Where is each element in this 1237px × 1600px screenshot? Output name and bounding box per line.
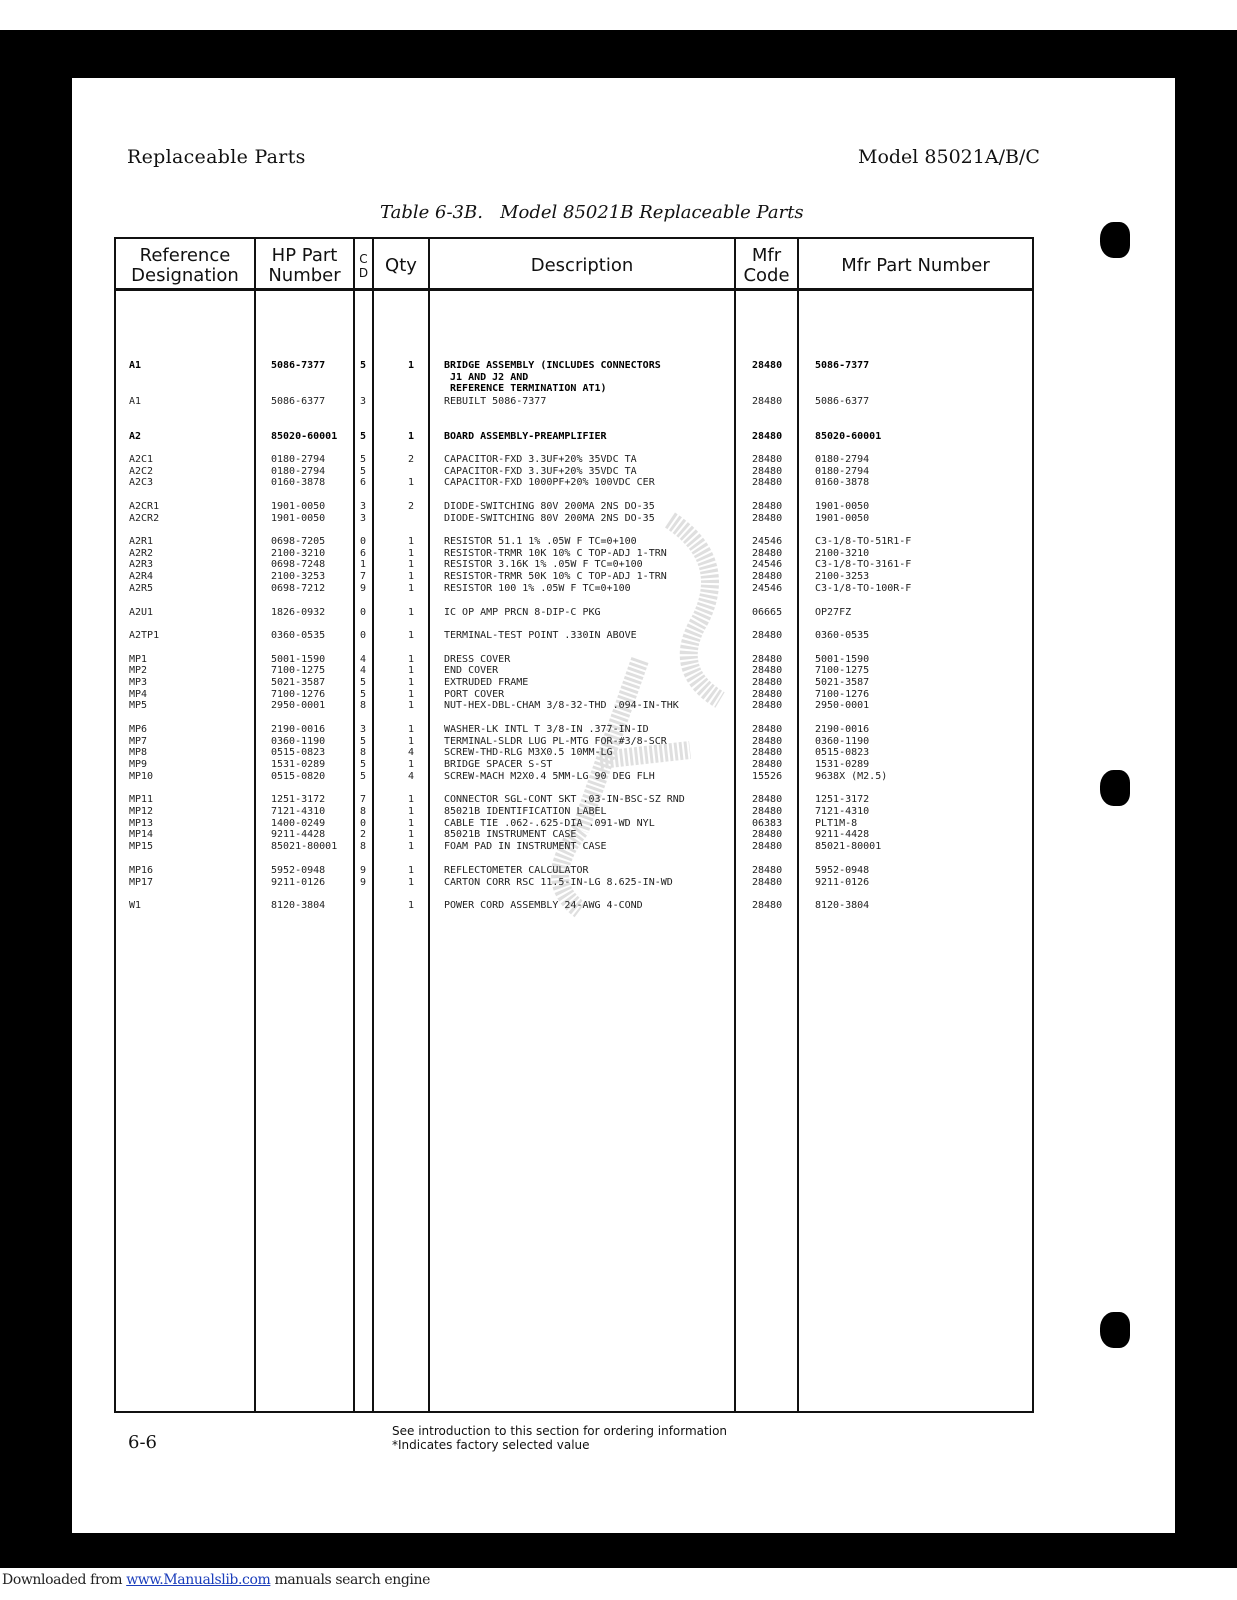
column-divider	[797, 237, 799, 1413]
footer-note: See introduction to this section for ordering information *Indicates factory selected value	[392, 1424, 728, 1452]
download-suffix: manuals search engine	[270, 1572, 431, 1588]
mfr-part-cell: 2100-3253	[815, 571, 870, 582]
description-cell: CARTON CORR RSC 11.5-IN-LG 8.625-IN-WD	[444, 877, 673, 888]
qty-cell: 1	[408, 536, 415, 547]
qty-cell: 1	[408, 841, 415, 852]
mfr-code-cell: 28480	[752, 630, 783, 641]
hp-part-cell: 5086-6377	[271, 396, 326, 407]
description-cell: BRIDGE ASSEMBLY (INCLUDES CONNECTORS J1 AND J2 AND REFERENCE TERMINATION AT1)	[444, 360, 661, 395]
mfr-part-cell: 7100-1276	[815, 689, 870, 700]
ref-cell: A2R2	[129, 548, 154, 559]
table-caption: Table 6-3B. Model 85021B Replaceable Parts	[380, 202, 804, 223]
hp-part-cell: 9211-4428	[271, 829, 326, 840]
hp-part-cell: 1901-0050	[271, 501, 326, 512]
hp-part-cell: 0515-0823	[271, 747, 326, 758]
ref-cell: MP3	[129, 677, 148, 688]
mfr-part-cell: 9211-0126	[815, 877, 870, 888]
col-header-mfr-code: Mfr Code	[743, 245, 790, 286]
qty-cell: 1	[408, 900, 415, 911]
cd-cell: 4	[360, 665, 367, 676]
mfr-code-cell: 28480	[752, 736, 783, 747]
hp-part-cell: 85021-80001	[271, 841, 338, 852]
qty-cell: 2	[408, 501, 415, 512]
hp-part-cell: 0698-7205	[271, 536, 326, 547]
description-cell: 85021B IDENTIFICATION LABEL	[444, 806, 607, 817]
description-cell: SCREW-THD-RLG M3X0.5 10MM-LG	[444, 747, 613, 758]
ref-cell: MP17	[129, 877, 154, 888]
description-cell: DIODE-SWITCHING 80V 200MA 2NS DO-35	[444, 513, 655, 524]
mfr-part-cell: OP27FZ	[815, 607, 852, 618]
hp-part-cell: 0698-7212	[271, 583, 326, 594]
hp-part-cell: 2190-0016	[271, 724, 326, 735]
mfr-code-cell: 28480	[752, 689, 783, 700]
hp-part-cell: 1531-0289	[271, 759, 326, 770]
hp-part-cell: 5086-7377	[271, 360, 326, 371]
qty-cell: 1	[408, 431, 415, 442]
description-cell: DRESS COVER	[444, 654, 511, 665]
description-cell: WASHER-LK INTL T 3/8-IN .377-IN-ID	[444, 724, 649, 735]
mfr-code-cell: 28480	[752, 841, 783, 852]
qty-cell: 1	[408, 700, 415, 711]
ref-cell: A2R4	[129, 571, 154, 582]
mfr-part-cell: 1531-0289	[815, 759, 870, 770]
mfr-code-cell: 28480	[752, 360, 783, 371]
qty-cell: 1	[408, 630, 415, 641]
mfr-code-cell: 24546	[752, 583, 783, 594]
cd-cell: 0	[360, 630, 367, 641]
cd-cell: 5	[360, 466, 367, 477]
hp-part-cell: 85020-60001	[271, 431, 338, 442]
cd-cell: 5	[360, 677, 367, 688]
hp-part-cell: 5021-3587	[271, 677, 326, 688]
mfr-part-cell: 0180-2794	[815, 454, 870, 465]
cd-cell: 5	[360, 759, 367, 770]
description-cell: TERMINAL-SLDR LUG PL-MTG FOR-#3/8-SCR	[444, 736, 667, 747]
cd-cell: 9	[360, 583, 367, 594]
hp-part-cell: 8120-3804	[271, 900, 326, 911]
qty-cell: 1	[408, 759, 415, 770]
ref-cell: A2	[129, 431, 142, 442]
description-cell: BOARD ASSEMBLY-PREAMPLIFIER	[444, 431, 607, 442]
header-separator	[114, 288, 1034, 291]
mfr-code-cell: 28480	[752, 865, 783, 876]
qty-cell: 1	[408, 548, 415, 559]
hp-part-cell: 7100-1275	[271, 665, 326, 676]
mfr-code-cell: 28480	[752, 477, 783, 488]
col-header-reference: Reference Designation	[131, 245, 239, 286]
download-prefix: Downloaded from	[2, 1572, 127, 1588]
ref-cell: MP5	[129, 700, 148, 711]
mfr-part-cell: C3-1/8-TO-100R-F	[815, 583, 912, 594]
ref-cell: MP12	[129, 806, 154, 817]
mfr-code-cell: 28480	[752, 677, 783, 688]
column-divider	[254, 237, 256, 1413]
mfr-code-cell: 28480	[752, 794, 783, 805]
qty-cell: 1	[408, 477, 415, 488]
mfr-part-cell: 1251-3172	[815, 794, 870, 805]
cd-cell: 7	[360, 571, 367, 582]
mfr-code-cell: 28480	[752, 747, 783, 758]
mfr-code-cell: 06665	[752, 607, 783, 618]
cd-cell: 3	[360, 396, 367, 407]
mfr-part-cell: 7100-1275	[815, 665, 870, 676]
qty-cell: 1	[408, 689, 415, 700]
binder-hole	[1100, 222, 1130, 258]
col-header-qty: Qty	[385, 255, 417, 276]
mfr-code-cell: 28480	[752, 396, 783, 407]
description-cell: NUT-HEX-DBL-CHAM 3/8-32-THD .094-IN-THK	[444, 700, 679, 711]
ref-cell: A2C1	[129, 454, 154, 465]
ref-cell: MP8	[129, 747, 148, 758]
mfr-part-cell: PLT1M-8	[815, 818, 858, 829]
description-cell: SCREW-MACH M2X0.4 5MM-LG 90 DEG FLH	[444, 771, 655, 782]
cd-cell: 5	[360, 736, 367, 747]
mfr-code-cell: 28480	[752, 829, 783, 840]
hp-part-cell: 0515-0820	[271, 771, 326, 782]
col-header-mfr-part: Mfr Part Number	[841, 255, 990, 276]
qty-cell: 1	[408, 654, 415, 665]
page-number: 6-6	[128, 1432, 157, 1453]
description-cell: CAPACITOR-FXD 3.3UF+20% 35VDC TA	[444, 454, 637, 465]
mfr-part-cell: 5952-0948	[815, 865, 870, 876]
ref-cell: A2U1	[129, 607, 154, 618]
column-divider	[353, 237, 355, 1413]
ref-cell: A1	[129, 360, 142, 371]
ref-cell: W1	[129, 900, 142, 911]
ref-cell: A1	[129, 396, 142, 407]
cd-cell: 8	[360, 747, 367, 758]
cd-cell: 9	[360, 877, 367, 888]
mfr-code-cell: 28480	[752, 466, 783, 477]
qty-cell: 1	[408, 829, 415, 840]
description-cell: RESISTOR 100 1% .05W F TC=0+100	[444, 583, 631, 594]
description-cell: CONNECTOR SGL-CONT SKT .03-IN-BSC-SZ RND	[444, 794, 685, 805]
cd-cell: 8	[360, 806, 367, 817]
mfr-part-cell: 2950-0001	[815, 700, 870, 711]
qty-cell: 1	[408, 818, 415, 829]
cd-cell: 8	[360, 700, 367, 711]
qty-cell: 1	[408, 360, 415, 371]
cd-cell: 1	[360, 559, 367, 570]
hp-part-cell: 5952-0948	[271, 865, 326, 876]
ref-cell: A2R5	[129, 583, 154, 594]
qty-cell: 1	[408, 583, 415, 594]
mfr-code-cell: 28480	[752, 548, 783, 559]
mfr-part-cell: 85021-80001	[815, 841, 882, 852]
section-title: Replaceable Parts	[127, 146, 306, 168]
description-cell: CAPACITOR-FXD 1000PF+20% 100VDC CER	[444, 477, 655, 488]
cd-cell: 4	[360, 654, 367, 665]
description-cell: BRIDGE SPACER S-ST	[444, 759, 553, 770]
mfr-part-cell: 0160-3878	[815, 477, 870, 488]
hp-part-cell: 0180-2794	[271, 466, 326, 477]
binder-hole	[1100, 770, 1130, 806]
cd-cell: 3	[360, 724, 367, 735]
description-cell: RESISTOR-TRMR 10K 10% C TOP-ADJ 1-TRN	[444, 548, 667, 559]
hp-part-cell: 0698-7248	[271, 559, 326, 570]
mfr-code-cell: 28480	[752, 900, 783, 911]
description-cell: CABLE TIE .062-.625-DIA .091-WD NYL	[444, 818, 655, 829]
mfr-part-cell: 1901-0050	[815, 501, 870, 512]
mfr-code-cell: 28480	[752, 571, 783, 582]
cd-cell: 7	[360, 794, 367, 805]
mfr-code-cell: 28480	[752, 759, 783, 770]
mfr-code-cell: 24546	[752, 536, 783, 547]
cd-cell: 0	[360, 818, 367, 829]
description-cell: IC OP AMP PRCN 8-DIP-C PKG	[444, 607, 601, 618]
column-divider	[372, 237, 374, 1413]
cd-cell: 5	[360, 771, 367, 782]
mfr-code-cell: 15526	[752, 771, 783, 782]
mfr-code-cell: 28480	[752, 724, 783, 735]
mfr-code-cell: 28480	[752, 665, 783, 676]
ref-cell: A2TP1	[129, 630, 160, 641]
mfr-part-cell: 2190-0016	[815, 724, 870, 735]
mfr-code-cell: 24546	[752, 559, 783, 570]
ref-cell: MP6	[129, 724, 148, 735]
hp-part-cell: 0360-0535	[271, 630, 326, 641]
col-header-description: Description	[530, 255, 634, 276]
ref-cell: MP7	[129, 736, 148, 747]
col-header-hp-part: HP Part Number	[268, 245, 341, 286]
qty-cell: 4	[408, 747, 415, 758]
mfr-code-cell: 28480	[752, 454, 783, 465]
qty-cell: 1	[408, 806, 415, 817]
cd-cell: 6	[360, 477, 367, 488]
hp-part-cell: 2950-0001	[271, 700, 326, 711]
mfr-part-cell: 9638X (M2.5)	[815, 771, 888, 782]
qty-cell: 1	[408, 571, 415, 582]
cd-cell: 6	[360, 548, 367, 559]
qty-cell: 1	[408, 665, 415, 676]
mfr-code-cell: 28480	[752, 431, 783, 442]
qty-cell: 2	[408, 454, 415, 465]
watermark-stamp	[520, 500, 750, 920]
ref-cell: MP16	[129, 865, 154, 876]
hp-part-cell: 1826-0932	[271, 607, 326, 618]
mfr-part-cell: 85020-60001	[815, 431, 882, 442]
hp-part-cell: 7121-4310	[271, 806, 326, 817]
mfr-part-cell: 8120-3804	[815, 900, 870, 911]
mfr-part-cell: C3-1/8-TO-3161-F	[815, 559, 912, 570]
cd-cell: 2	[360, 829, 367, 840]
description-cell: RESISTOR 51.1 1% .05W F TC=0+100	[444, 536, 637, 547]
mfr-part-cell: 0180-2794	[815, 466, 870, 477]
ref-cell: MP1	[129, 654, 148, 665]
ref-cell: A2CR1	[129, 501, 160, 512]
description-cell: EXTRUDED FRAME	[444, 677, 529, 688]
description-cell: REFLECTOMETER CALCULATOR	[444, 865, 589, 876]
cd-cell: 3	[360, 513, 367, 524]
mfr-code-cell: 28480	[752, 806, 783, 817]
hp-part-cell: 7100-1276	[271, 689, 326, 700]
ref-cell: MP9	[129, 759, 148, 770]
mfr-part-cell: 2100-3210	[815, 548, 870, 559]
cd-cell: 5	[360, 454, 367, 465]
hp-part-cell: 1251-3172	[271, 794, 326, 805]
mfr-part-cell: 1901-0050	[815, 513, 870, 524]
ref-cell: A2R3	[129, 559, 154, 570]
qty-cell: 1	[408, 724, 415, 735]
qty-cell: 1	[408, 607, 415, 618]
qty-cell: 1	[408, 677, 415, 688]
cd-cell: 3	[360, 501, 367, 512]
ref-cell: MP13	[129, 818, 154, 829]
mfr-part-cell: 5086-6377	[815, 396, 870, 407]
mfr-code-cell: 28480	[752, 877, 783, 888]
mfr-part-cell: 5001-1590	[815, 654, 870, 665]
model-title: Model 85021A/B/C	[858, 146, 1040, 168]
description-cell: RESISTOR-TRMR 50K 10% C TOP-ADJ 1-TRN	[444, 571, 667, 582]
cd-cell: 5	[360, 689, 367, 700]
qty-cell: 1	[408, 736, 415, 747]
mfr-code-cell: 28480	[752, 513, 783, 524]
mfr-part-cell: 5086-7377	[815, 360, 870, 371]
qty-cell: 1	[408, 794, 415, 805]
description-cell: TERMINAL-TEST POINT .330IN ABOVE	[444, 630, 637, 641]
description-cell: PORT COVER	[444, 689, 505, 700]
cd-cell: 5	[360, 360, 367, 371]
col-header-cd: C D	[358, 252, 369, 280]
ref-cell: A2CR2	[129, 513, 160, 524]
hp-part-cell: 0360-1190	[271, 736, 326, 747]
description-cell: CAPACITOR-FXD 3.3UF+20% 35VDC TA	[444, 466, 637, 477]
ref-cell: MP11	[129, 794, 154, 805]
hp-part-cell: 2100-3253	[271, 571, 326, 582]
qty-cell: 1	[408, 865, 415, 876]
hp-part-cell: 9211-0126	[271, 877, 326, 888]
ref-cell: MP15	[129, 841, 154, 852]
ref-cell: MP2	[129, 665, 148, 676]
qty-cell: 4	[408, 771, 415, 782]
description-cell: DIODE-SWITCHING 80V 200MA 2NS DO-35	[444, 501, 655, 512]
hp-part-cell: 0160-3878	[271, 477, 326, 488]
ref-cell: A2R1	[129, 536, 154, 547]
qty-cell: 1	[408, 559, 415, 570]
mfr-code-cell: 28480	[752, 654, 783, 665]
cd-cell: 9	[360, 865, 367, 876]
mfr-part-cell: 5021-3587	[815, 677, 870, 688]
mfr-part-cell: C3-1/8-TO-51R1-F	[815, 536, 912, 547]
ref-cell: MP10	[129, 771, 154, 782]
description-cell: END COVER	[444, 665, 499, 676]
description-cell: POWER CORD ASSEMBLY 24-AWG 4-COND	[444, 900, 643, 911]
download-credit	[2, 1572, 430, 1588]
mfr-code-cell: 28480	[752, 700, 783, 711]
description-cell: RESISTOR 3.16K 1% .05W F TC=0+100	[444, 559, 643, 570]
hp-part-cell: 5001-1590	[271, 654, 326, 665]
binder-hole	[1100, 1312, 1130, 1348]
cd-cell: 8	[360, 841, 367, 852]
hp-part-cell: 2100-3210	[271, 548, 326, 559]
hp-part-cell: 1400-0249	[271, 818, 326, 829]
cd-cell: 5	[360, 431, 367, 442]
ref-cell: A2C2	[129, 466, 154, 477]
cd-cell: 0	[360, 536, 367, 547]
description-cell: 85021B INSTRUMENT CASE	[444, 829, 577, 840]
mfr-part-cell: 0360-1190	[815, 736, 870, 747]
ref-cell: MP4	[129, 689, 148, 700]
mfr-part-cell: 7121-4310	[815, 806, 870, 817]
mfr-part-cell: 0360-0535	[815, 630, 870, 641]
description-cell: REBUILT 5086-7377	[444, 396, 547, 407]
mfr-code-cell: 28480	[752, 501, 783, 512]
ref-cell: MP14	[129, 829, 154, 840]
mfr-part-cell: 9211-4428	[815, 829, 870, 840]
mfr-code-cell: 06383	[752, 818, 783, 829]
qty-cell: 1	[408, 877, 415, 888]
mfr-part-cell: 0515-0823	[815, 747, 870, 758]
hp-part-cell: 1901-0050	[271, 513, 326, 524]
manualslib-link[interactable]: www.Manualslib.com	[126, 1572, 271, 1588]
column-divider	[428, 237, 430, 1413]
description-cell: FOAM PAD IN INSTRUMENT CASE	[444, 841, 607, 852]
cd-cell: 0	[360, 607, 367, 618]
hp-part-cell: 0180-2794	[271, 454, 326, 465]
ref-cell: A2C3	[129, 477, 154, 488]
